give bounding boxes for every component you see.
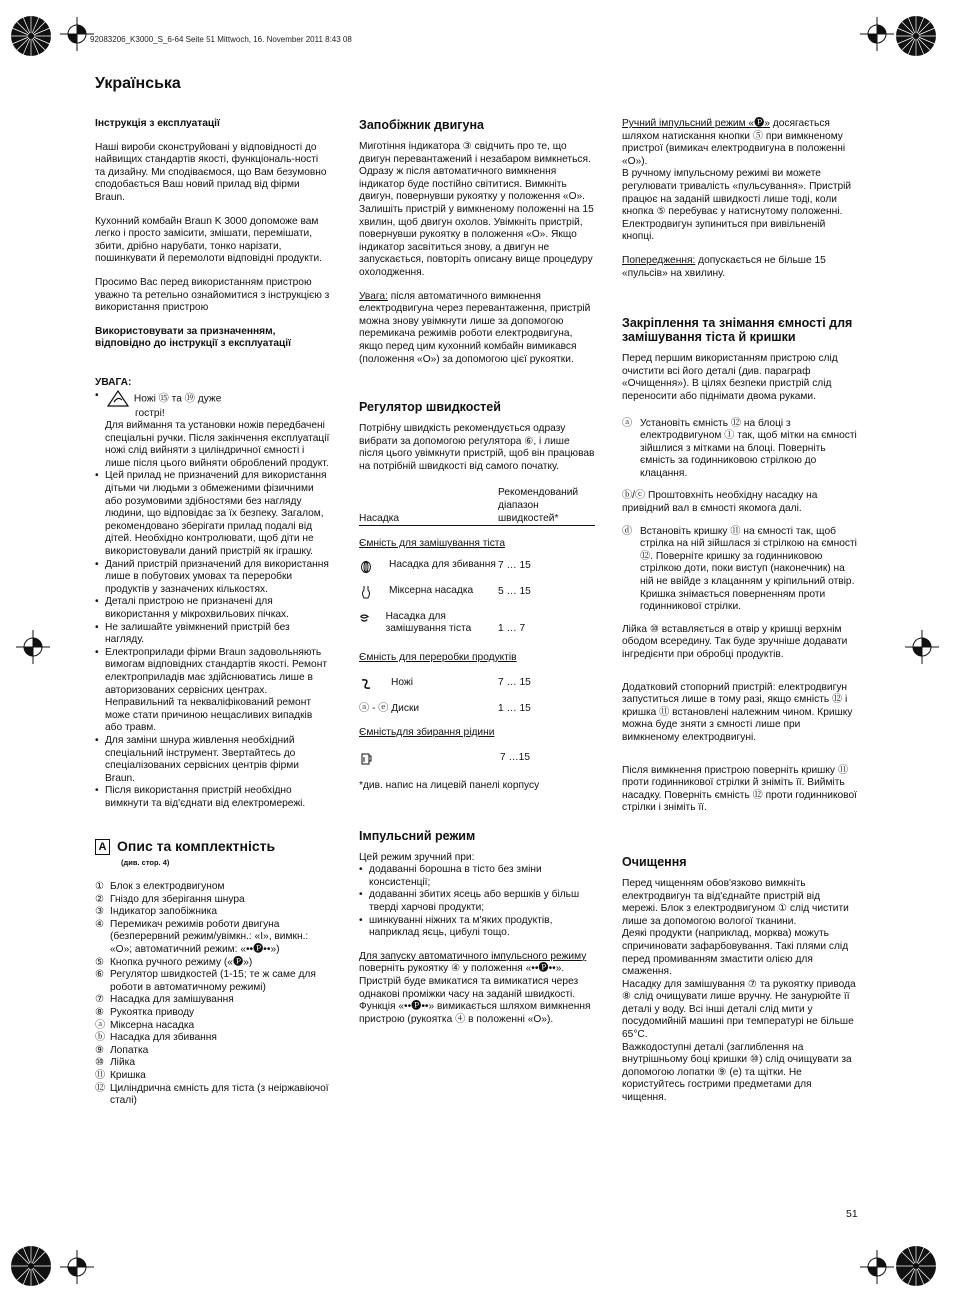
section-a-header — [95, 839, 331, 855]
motor-protection-heading: Запобіжник двигуна — [359, 118, 484, 132]
motor-protection-note: Увага: після автоматичного вимкнення електродвигуна через перевантаження, пристрій можна знову увімкнути лише за допомогою перемикача режимів роботи електродвигуна, якщо перед цим кухонний комбайн вимикався (положення «O») за допомогою цієї рукоятки. — [359, 290, 591, 365]
pulse-list-item: • додаванні борошна в тісто без зміни консистенції; — [359, 864, 595, 889]
cleaning-heading: Очищення — [622, 854, 687, 869]
parts-list-item: ⑤ Кнопка ручного режиму («🅟») — [95, 956, 253, 968]
registration-crosshair-icon — [16, 630, 50, 664]
warning-item: • Після використання пристрій необхідно вимкнути та від'єднати від електромережі. — [95, 785, 331, 810]
speed-regulator-heading: Регулятор швидкостей — [359, 400, 501, 415]
parts-list-item: ⓐ Міксерна насадка — [95, 1019, 195, 1031]
speed-regulator-text: Потрібну швидкість рекомендується одразу вибрати за допомогою регулятора ⑥, і лише після цього увімкнути пристрій, щоб він працював на потрібній швидкості від самого початку. — [359, 423, 595, 472]
pulse-list-item: • додаванні збитих ясець або вершків у більш тверді харчові продукти; — [359, 889, 595, 914]
table-header-tool: Насадка — [359, 487, 498, 525]
parts-list-item: ② Гніздо для зберігання шнура — [95, 893, 245, 905]
table-group-label: Ємність для замішування тіста — [359, 538, 506, 550]
parts-list-item: ③ Індикатор запобіжника — [95, 906, 218, 918]
blade-icon — [359, 677, 373, 691]
column-2 — [359, 118, 595, 1037]
parts-list — [95, 881, 331, 1108]
table-footnote: *див. напис на лицевій панелі корпусу — [359, 780, 540, 792]
pulse-intro: Цей режим зручний при: — [359, 851, 475, 863]
section-a-title: Опис та комплектність — [117, 838, 276, 855]
removal-text: Після вимкнення пристрою поверніть кришку ⑪ проти годинникової стрілки й зніміть її. Вийміть насадку. Поверніть ємність ⑫ проти годинникової стрілки і зніміть її. — [622, 764, 857, 814]
section-letter-box: A — [95, 839, 110, 855]
parts-list-item: ① Блок з електродвигуном — [95, 881, 225, 893]
sharp-blade-warning-icon — [105, 390, 131, 408]
attach-step: ⓑ/ⓒ Проштовхніть необхідну насадку на привідний вал в ємності якомога далі. — [622, 490, 818, 515]
table-row: Міксерна насадка 5 … 15 — [359, 585, 595, 611]
table-row: 7 …15 — [359, 752, 595, 766]
registration-crosshair-icon — [860, 1250, 894, 1284]
pulse-list — [359, 864, 595, 940]
warning-list — [95, 390, 331, 811]
parts-list-item: ⑫ Циліндрична ємність для тіста (з неіржавіючої сталі) — [95, 1082, 329, 1107]
print-sunburst-mark — [10, 15, 52, 57]
speed-table-header — [359, 487, 595, 525]
parts-list-item: ⑧ Рукоятка приводу — [95, 1007, 195, 1019]
table-row: Насадка для замішування тіста 1 … 7 — [359, 611, 595, 644]
table-group-label: Ємність для переробки продуктів — [359, 652, 517, 664]
warning-item: • Ножі ⑮ та ⑲ дуже гострі! Для виймання та установки ножів передбачені спеціальні ручки. Після закінчення експлуатації ножі слід вийняти з циліндричної ємності і лише після цього вийняти оброблений продукт. — [95, 390, 331, 471]
intro-paragraph-2: Кухонний комбайн Braun K 3000 допоможе вам легко і просто замісити, змішати, перемішати, збити, дрібно нарубати, тонко нарізати, пошинкувати й перемолоти відповідні продукти. — [95, 215, 322, 265]
warning-item: • Цей прилад не призначений для використання дітьми чи людьми з обмеженими фізичними або розумовими здібностями без нагляду людини, що відповідає за їх безпеку. Загалом, рекомендовано зберігати прилад подалі від дітей. Необхідно контролювати, щоб діти не використовували даний пристрій як іграшку. — [95, 470, 331, 558]
jug-icon — [359, 752, 373, 766]
parts-list-item: ⑩ Лійка — [95, 1057, 135, 1069]
warning-title: УВАГА: — [95, 376, 132, 388]
safety-lock-text: Додатковий стопорний пристрій: електродвигун запуститься лише в тому разі, якщо ємність ⑫ і кришка ⑪ встановлені належним чином. Кришку можна буде зняти з ємності лише при вимкненому електродвигуні. — [622, 681, 853, 743]
page-number: 51 — [846, 1208, 858, 1220]
column-3 — [622, 118, 858, 1116]
table-row: ⓐ - ⓔ Диски 1 … 15 — [359, 702, 531, 714]
intro-paragraph-3: Просимо Вас перед використанням пристрою уважно та ретельно ознайомитися з інструкцією з використання пристрою — [95, 276, 330, 314]
registration-crosshair-icon — [860, 17, 894, 51]
attach-intro: Перед першим використанням пристрою слід очистити всі його деталі (див. параграф «Очищення»). В цілях безпеки пристрій слід переносити або піднімати двома руками. — [622, 353, 838, 402]
attach-step: ⓓ Встановіть кришку ⑪ на ємності так, щоб стрілка на ній зійшлася зі стрілкою на ємності ⑫. Поверніте кришку за годинниковою стрілкою доти, поки виступ (наконечник) на ній не ввійде з клацанням у кріпильний отвір. Кришка знімається поверненням проти годинникової стрілки. — [622, 525, 857, 613]
pulse-list-item: • шинкуванні ніжних та м'яких продуктів, наприклад яєць, цибулі тощо. — [359, 915, 595, 940]
warning-item: • Не залишайте увімкнений пристрій без нагляду. — [95, 622, 331, 647]
pulse-mode-heading: Імпульсний режим — [359, 828, 476, 843]
registration-crosshair-icon — [60, 17, 94, 51]
column-1 — [95, 118, 331, 1108]
print-header-line: 92083206_K3000_S_6-64 Seite 51 Mittwoch, 16. November 2011 8:43 08 — [90, 35, 352, 44]
registration-crosshair-icon — [905, 630, 939, 664]
attach-step: ⓐ Установіть ємність ⑫ на блоці з електродвигуном ① так, щоб мітки на ємності зійшлися з мітками на блоці. Поверніть ємність за годинниковою стрілкою до клацання. — [622, 417, 857, 479]
table-group-label: Ємністьдля збирання рідини — [359, 727, 495, 739]
parts-list-item: ⑦ Насадка для замішування — [95, 994, 234, 1006]
registration-crosshair-icon — [60, 1250, 94, 1284]
print-sunburst-mark — [10, 1245, 52, 1287]
funnel-text: Лійка ⑩ вставляється в отвір у кришці верхнім ободом всередину. Так буде зручніше додавати інгредієнти при обробці продуктів. — [622, 623, 848, 660]
parts-list-item: ⑪ Кришка — [95, 1070, 146, 1081]
speed-table — [359, 487, 595, 766]
print-sunburst-mark — [895, 15, 937, 57]
parts-list-item: ⑨ Лопатка — [95, 1044, 149, 1056]
pulse-caution: Попередження: допускається не більше 15 «пульсів» на хвилину. — [622, 254, 826, 279]
page-title: Українська — [95, 75, 181, 92]
manual-pulse-text: Ручний імпульсний режим «🅟» досягається шляхом натискання кнопки ⑤ при вимкненому пристрої (вимикач електродвигуна в положенні «O»). В ручному імпульсному режимі ви можете регулювати тривалість «пульсування». Пристрій працює на заданій швидкості лише тоді, коли кнопка ⑤ перебуває у натиснутому положенні. Електродвигун зупиниться при вивільненій кнопці. — [622, 118, 852, 243]
parts-list-item: ⓑ Насадка для збивання — [95, 1032, 217, 1044]
warning-item: • Електроприлади фірми Braun задовольняють вимогам відповідних стандартів якості. Ремонт електроприладів має здійснюватись лише в авторизованих сервісних центрах. Неправильний та некваліфікований ремонт може стати причиною нещасливих випадків або травм. — [95, 647, 331, 735]
attach-heading: Закріплення та знімання ємності для замішування тіста й кришки — [622, 316, 853, 345]
table-row: Ножі 7 … 15 — [359, 677, 595, 703]
pulse-auto-text: Для запуску автоматичного імпульсного режиму поверніть рукоятку ④ у положення «••🅟••». Пристрій буде вмикатися та вимикатися через однакові проміжки часу на заданій швидкості. Функція «••🅟••» вимикається шляхом вимкнення пристрою (рукоятка ④ в положенні «O»). — [359, 950, 591, 1025]
warning-item: • Даний пристрій призначений для використання лише в побутових умовах та переробки продуктів у зазначених кількостях. — [95, 559, 331, 597]
dough-hook-icon — [359, 611, 370, 625]
instructions-heading: Інструкція з експлуатації — [95, 118, 220, 129]
motor-protection-text: Миготіння індикатора ③ свідчить про те, що двигун перевантажений і незабаром вимкнеться. Одразу ж після автоматичного вимкнення індикатор буде постійно світитися. Вимкніть двигун, повернувши рукоятку у положення «O». Залишіть пристрій у вимкненому положенні на 15 хвилин, щоб двигун охолов. Увімкніть пристрій, повернувши рукоятку в положення «O». Якщо індикатор засвітиться знову, а двигун не запускається, повторіть описану вище процедуру охолодження. — [359, 141, 594, 278]
table-header-speed: Рекомендований діапазон швидкостей* — [498, 487, 595, 525]
parts-list-item: ④ Перемикач режимів роботи двигуна (безперервний режим/увімкн.: «I», вимкн.: «O»; автоматичний режим: «••🅟••») — [95, 918, 309, 956]
section-a-page-ref: (див. стор. 4) — [121, 857, 170, 867]
whisk-icon — [359, 559, 373, 573]
warning-item: • Для заміни шнура живлення необхідний спеціальний інструмент. Звертайтесь до спеціалізованих сервісних центрів фірми Braun. — [95, 735, 331, 785]
intro-paragraph-1: Наші вироби сконструйовані у відповідності до найвищих стандартів якості, функціональ-ності та дизайну. Ми сподіваємося, що Вам безумовно сподобається Ваш новий прилад від фірми Braun. — [95, 141, 327, 203]
cleaning-text: Перед чищенням обов'язково вимкніть електродвигун та від'єднайте пристрій від мережі. Блок з електродвигуном ① слід чистити лише за допомогою вологої тканини. Деякі продукти (наприклад, морква) можуть спричиновати зафарбовування. Такі плями слід перед промиванням змастити олією для смаження. Насадку для замішування ⑦ та рукоятку привода ⑧ слід очищувати лише вручну. Не занурюйте її деталі у воду. Всі інші деталі слід мити у посудомийній машині при температурі не більше 65°C. Важкодоступні деталі (заглиблення на внутрішньому боці кришки ⑩) слід очищувати за допомогою лопатки ⑨ (e) та щітки. Не користуйтесь гострими предметами для чищення. — [622, 877, 856, 1104]
warning-item: • Деталі пристрою не призначені для використання у мікрохвильових пічках. — [95, 596, 331, 621]
use-note: Використовувати за призначенням, відповідно до інструкції з експлуатації — [95, 325, 291, 350]
parts-list-item: ⑥ Регулятор швидкостей (1-15; те ж саме для роботи в автоматичному режимі) — [95, 969, 316, 993]
table-row: Насадка для збивання 7 … 15 — [359, 559, 595, 585]
print-sunburst-mark — [895, 1245, 937, 1287]
mixer-icon — [359, 585, 373, 599]
